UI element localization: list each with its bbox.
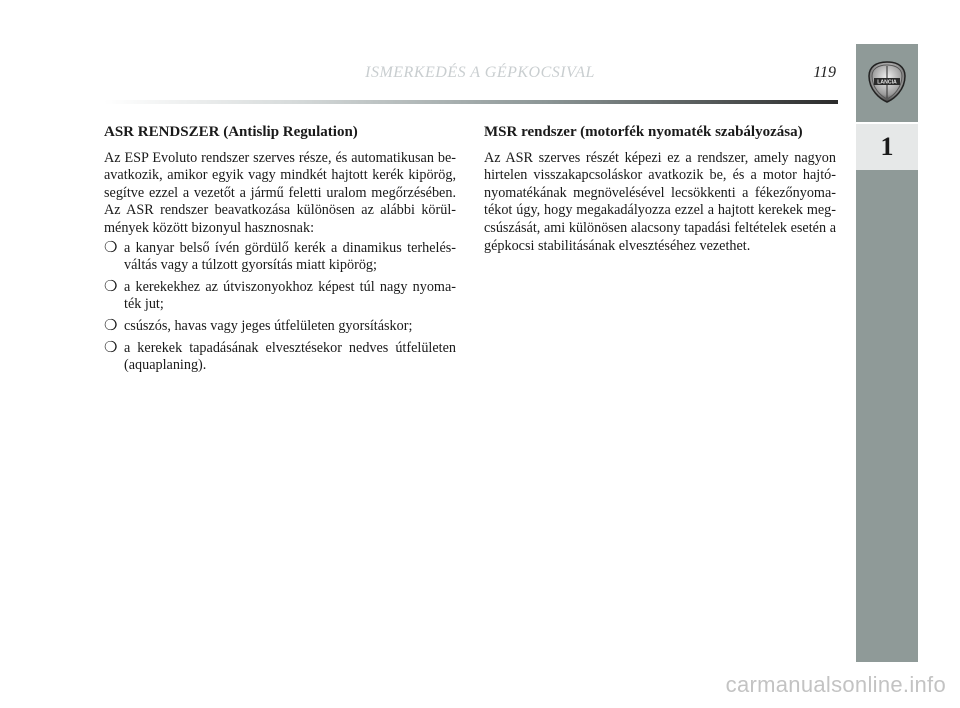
list-item [104, 340, 456, 375]
watermark: carmanualsonline.info [725, 672, 946, 697]
page-number: 119 [813, 64, 836, 81]
list-item [104, 240, 456, 275]
asr-bullet-list [104, 240, 456, 375]
bullet-circle-icon: ❍ [104, 317, 118, 334]
left-column [104, 122, 456, 379]
bullet-circle-icon: ❍ [104, 278, 118, 295]
list-item [104, 279, 456, 314]
chapter-box [856, 124, 918, 170]
bullet-circle-icon: ❍ [104, 339, 118, 356]
chapter-sidebar [856, 44, 918, 662]
msr-body-paragraph: Az ASR szerves részét képezi ez a rendszer, amely nagyon hirtelen visszakapcsoláskor avatkozik be, és a motor hajtó-nyomatékának megnövelésével lecsökkenti a fékezőnyoma-tékot úgy, hogy megakadályozza ezzel a hajtott kerekek meg-csúszását, ami különösen alacsony tapadási feltételek esetén a gépkocsi stabilitásának elvesztéséhez vezethet. [484, 149, 836, 254]
right-column [484, 122, 836, 255]
bullet-circle-icon: ❍ [104, 239, 118, 256]
msr-heading: MSR rendszer (motorfék nyomaték szabályozása) [484, 124, 803, 140]
header-rule [104, 100, 838, 104]
list-item-text: a kanyar belső ívén gördülő kerék a dinamikus terhelés-váltás vagy a túlzott gyorsítás miatt kipörög; [124, 239, 456, 274]
asr-intro-paragraph: Az ESP Evoluto rendszer szerves része, és automatikusan be-avatkozik, amikor egyik vagy mindkét hajtott kerék kipörög, segítve ezzel a vezetőt a jármű feletti uralom megőrzésében. Az ASR rendszer beavatkozása különösen az alábbi körül-mények között bizonyul hasznosnak: [104, 149, 456, 236]
lancia-shield-icon [867, 60, 907, 104]
chapter-number: 1 [880, 132, 894, 161]
logo-text: LANCIA [877, 79, 897, 86]
logo-box [856, 44, 918, 120]
header-title: ISMERKEDÉS A GÉPKOCSIVAL [365, 64, 595, 81]
list-item-text: a kerekek tapadásának elvesztésekor nedves útfelületen (aquaplaning). [124, 339, 456, 374]
list-item-text: csúszós, havas vagy jeges útfelületen gyorsításkor; [124, 317, 413, 334]
list-item-text: a kerekekhez az útviszonyokhoz képest túl nagy nyoma-ték jut; [124, 278, 456, 313]
asr-heading: ASR RENDSZER (Antislip Regulation) [104, 124, 358, 140]
list-item [104, 318, 456, 336]
